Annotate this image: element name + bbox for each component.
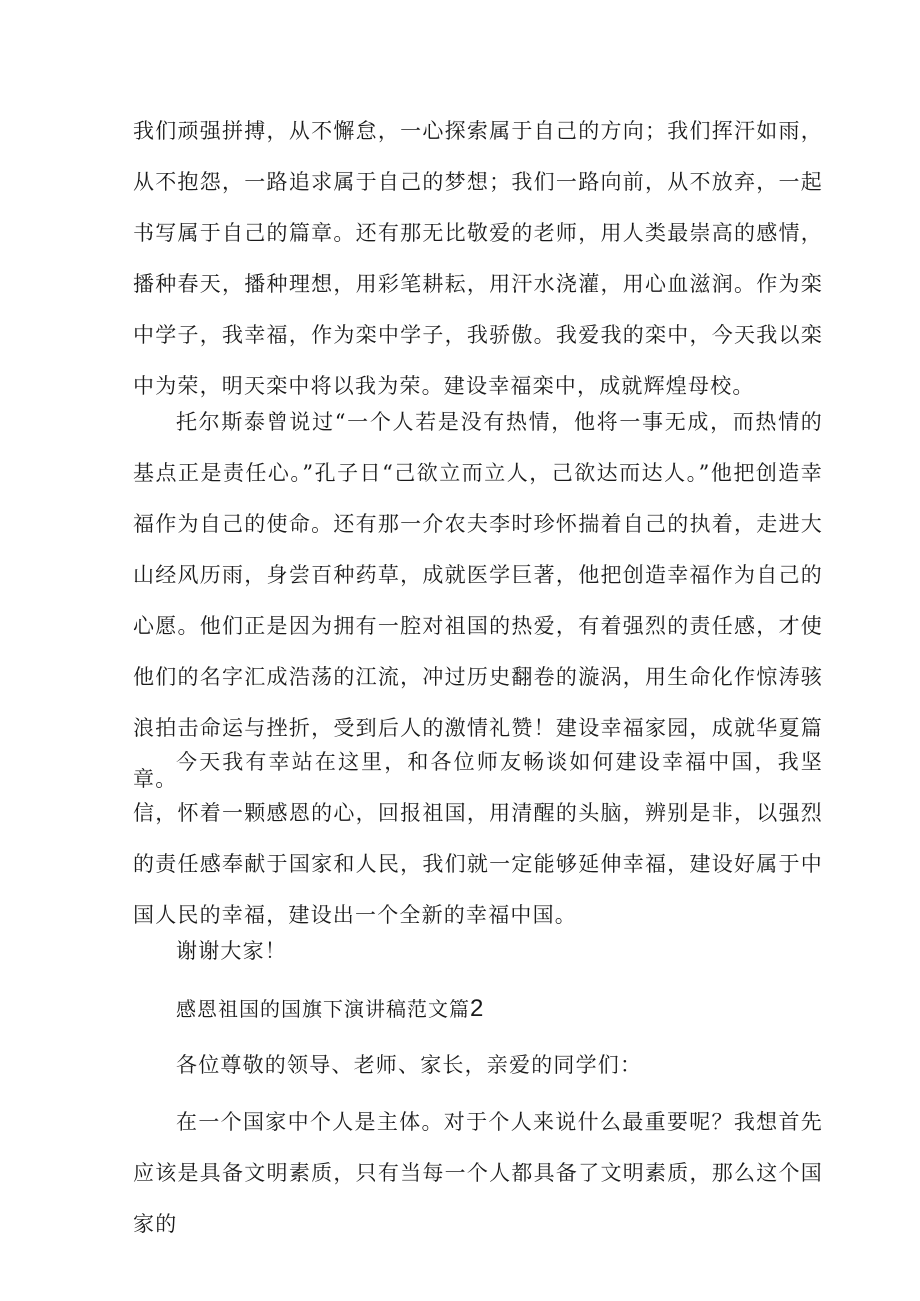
section-heading-number: 2: [470, 995, 485, 1022]
paragraph-happy-china: 今天我有幸站在这里，和各位师友畅谈如何建设幸福中国，我坚信，怀着一颗感恩的心，回报祖国，用清醒的头脑，辨别是非，以强烈的责任感奉献于国家和人民，我们就一定能够延伸幸福，建设好属于中国人民的幸福，建设出一个全新的幸福中国。: [133, 750, 823, 927]
paragraph-civility: 在一个国家中个人是主体。对于个人来说什么最重要呢？我想首先应该是具备文明素质，只有当每一个人都具备了文明素质，那么这个国家的: [133, 1110, 823, 1236]
paragraph-school-pride: 我们顽强拼搏，从不懈怠，一心探索属于自己的方向；我们挥汗如雨，从不抱怨，一路追求属于自己的梦想；我们一路向前，从不放弃，一起书写属于自己的篇章。还有那无比敬爱的老师，用人类最崇高的感情，播种春天，播种理想，用彩笔耕耘，用汗水浇灌，用心血滋润。作为栾中学子，我幸福，作为栾中学子，我骄傲。我爱我的栾中，今天我以栾中为荣，明天栾中将以我为荣。建设幸福栾中，成就辉煌母校。: [133, 119, 823, 398]
section-heading: [176, 983, 484, 1035]
salutation-line: 各位尊敬的领导、老师、家长，亲爱的同学们：: [176, 1053, 643, 1077]
thanks-line: 谢谢大家！: [176, 939, 287, 963]
section-heading-text: 感恩祖国的国旗下演讲稿范文篇: [176, 997, 470, 1021]
paragraph-responsibility: 托尔斯泰曾说过“一个人若是没有热情，他将一事无成，而热情的基点正是责任心。”孔子日“己欲立而立人，己欲达而达人。”他把创造幸福作为自己的使命。还有那一介农夫李时珍怀揣着自己的执着，走进大山经风历雨，身尝百种药草，成就医学巨著，他把创造幸福作为自己的心愿。他们正是因为拥有一腔对祖国的热爱，有着强烈的责任感，才使他们的名字汇成浩荡的江流，冲过历史翻卷的漩涡，用生命化作惊涛骇浪拍击命运与挫折，受到后人的激情礼赞！建设幸福家园，成就华夏篇章。: [133, 410, 823, 791]
